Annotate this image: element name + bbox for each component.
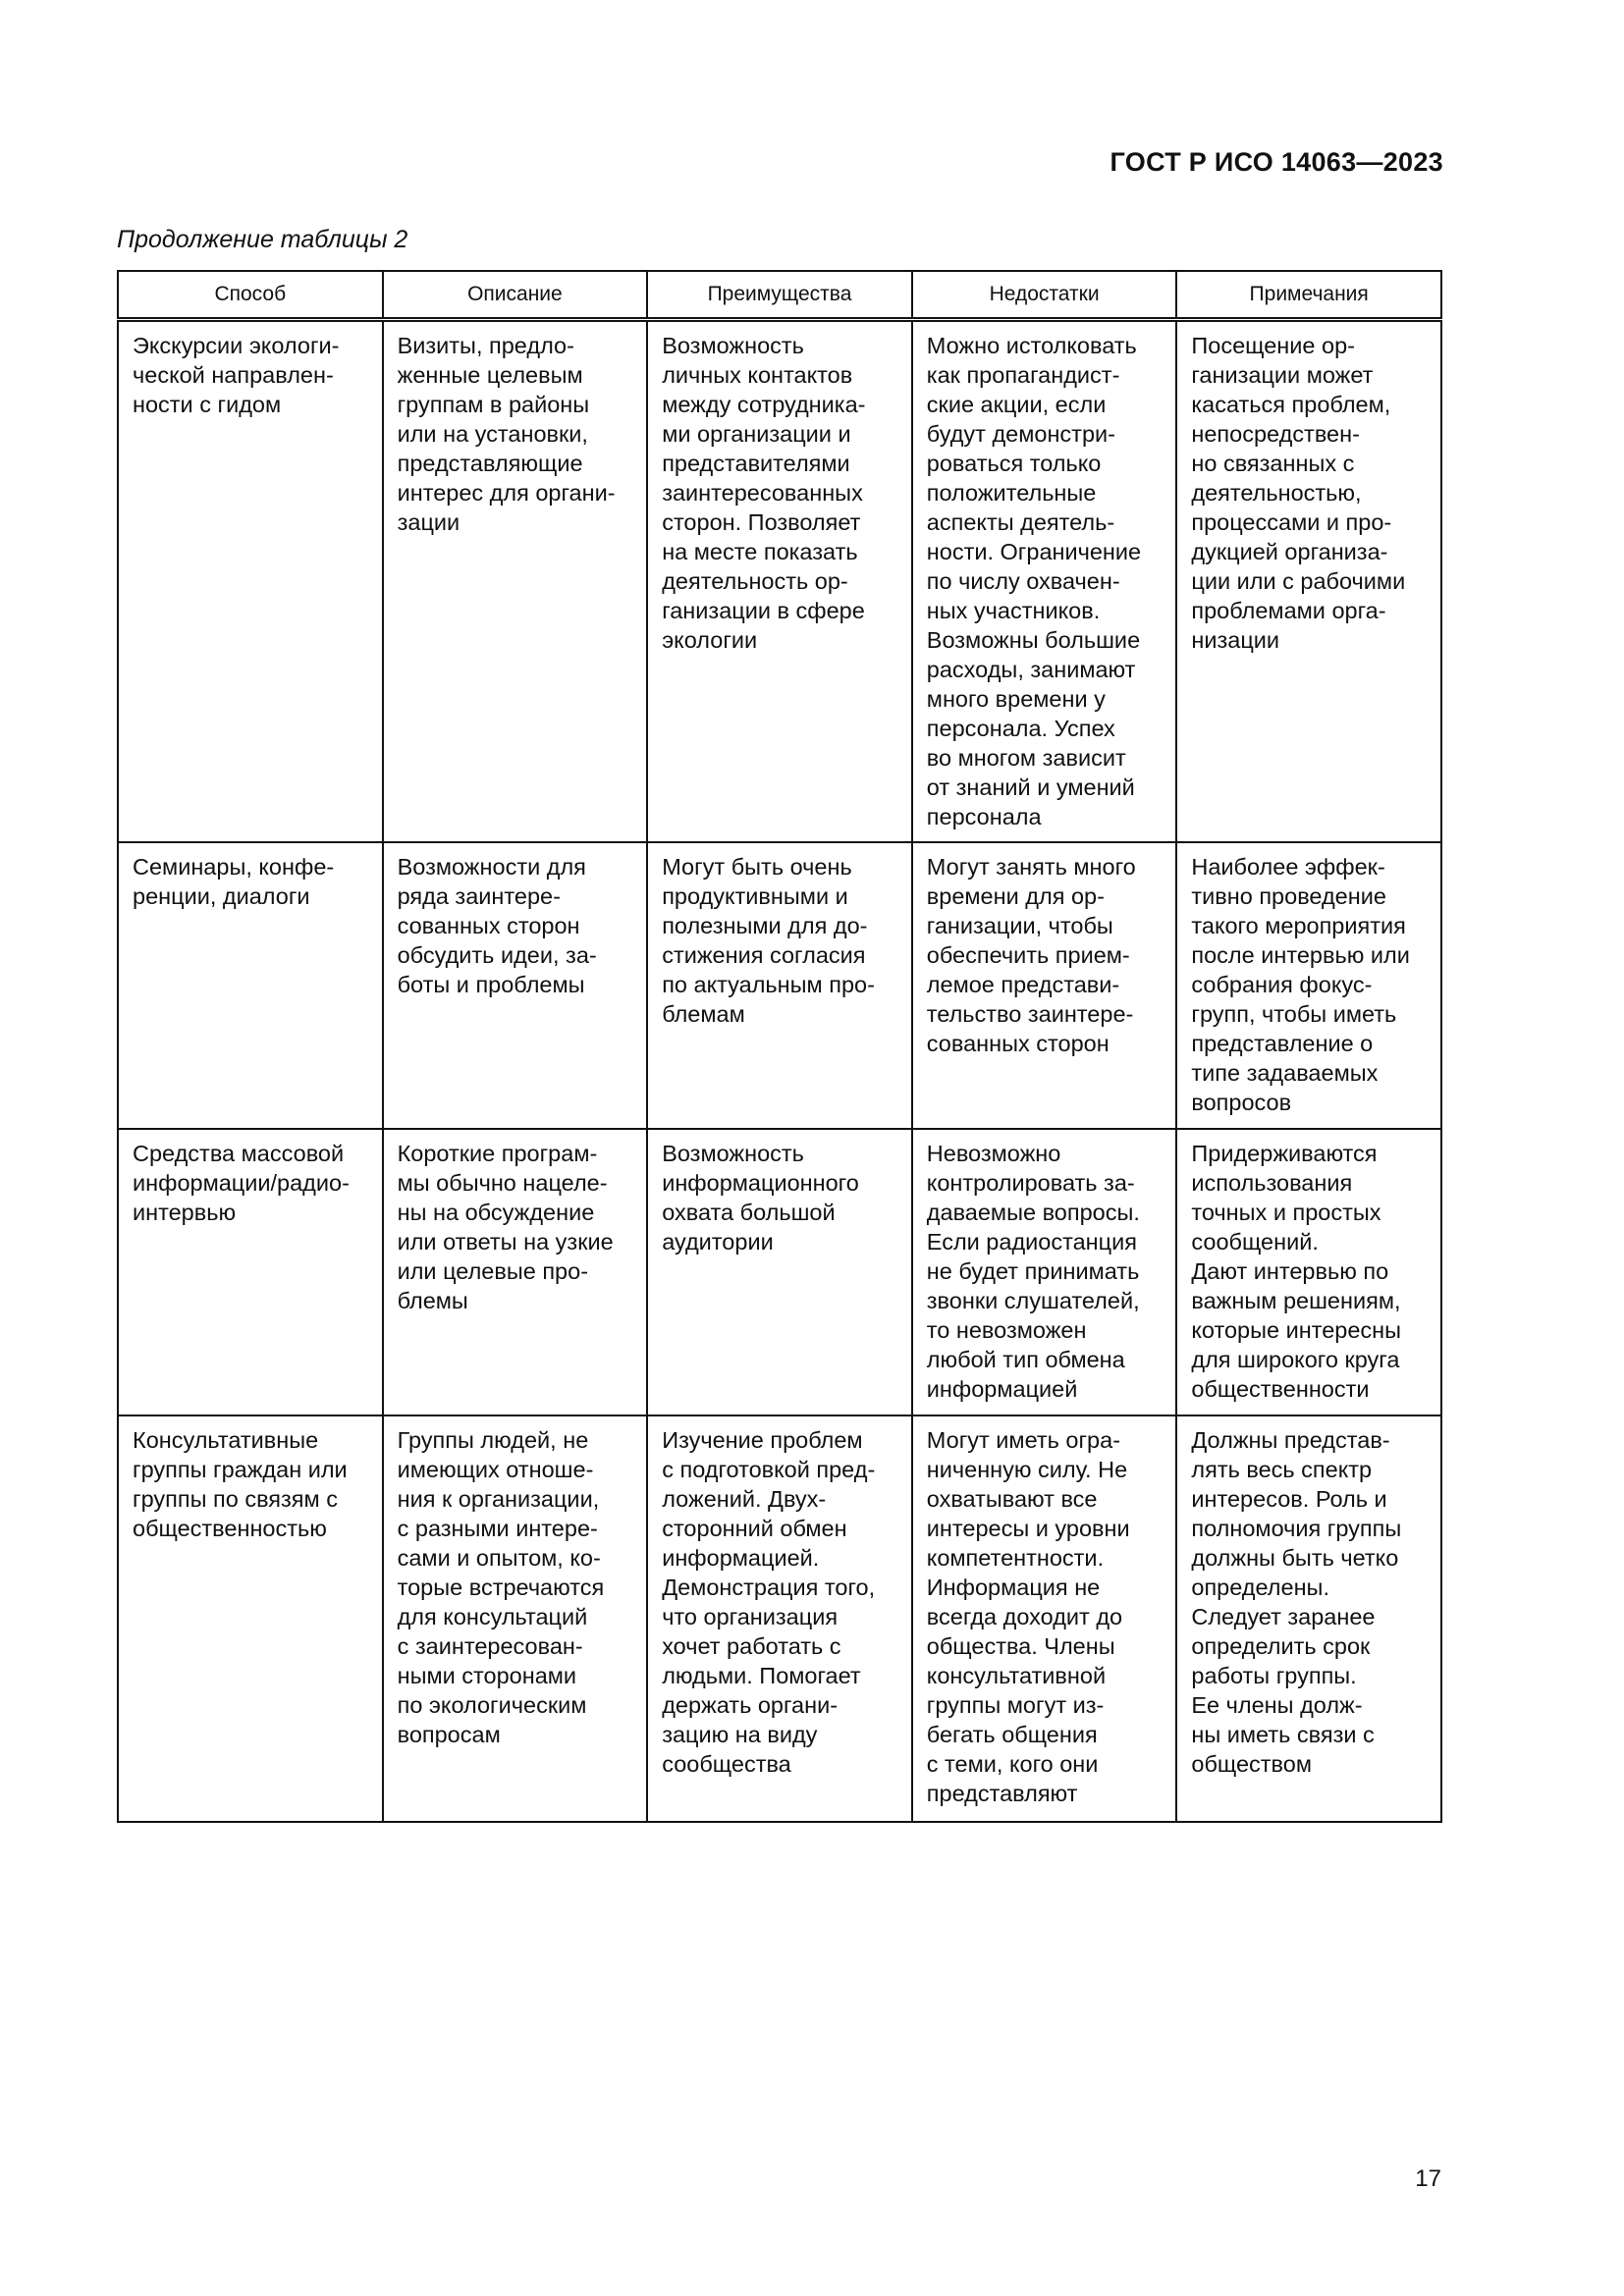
cell-disadvantages: [912, 320, 1177, 843]
cell-advantages: [647, 320, 912, 843]
table-row: [118, 842, 1441, 1129]
cell-text: Возможность личных контактов между сотрудника- ми организации и представителями заинтересованных сторон. Позволяет на месте показать деятельность ор- ганизации в сфере экологии: [662, 333, 866, 653]
cell-text: Невозможно контролировать за- даваемые вопросы. Если радиостанция не будет принимать звонки слушателей, то невозможен любой тип обмена информацией: [926, 1141, 1140, 1402]
cell-notes: [1176, 320, 1441, 843]
cell-text: Возможности для ряда заинтере- сованных сторон обсудить идеи, за- боты и проблемы: [397, 854, 597, 997]
cell-text: Должны представ- лять весь спектр интересов. Роль и полномочия группы должны быть четко определены. Следует заранее определить срок работы группы. Ее члены долж- ны иметь связи с обществом: [1191, 1427, 1402, 1777]
cell-text: Могут быть очень продуктивными и полезными для до- стижения согласия по актуальным про- блемам: [662, 854, 875, 1027]
cell-text: Семинары, конфе- ренции, диалоги: [133, 854, 335, 909]
table-caption: Продолжение таблицы 2: [117, 226, 408, 253]
column-header-description: Описание: [383, 271, 648, 320]
cell-disadvantages: [912, 842, 1177, 1129]
cell-text: Наиболее эффек- тивно проведение такого мероприятия после интервью или собрания фокус- групп, чтобы иметь представление о типе задаваемых вопросов: [1191, 854, 1410, 1115]
cell-text: Изучение проблем с подготовкой пред- ложений. Двух- сторонний обмен информацией. Демонстрация того, что организация хочет работать с людьми. Помогает держать органи- зацию на виду сообщества: [662, 1427, 876, 1777]
cell-description: [383, 1129, 648, 1415]
cell-text: Визиты, предло- женные целевым группам в районы или на установки, представляющие интерес для органи- зации: [397, 333, 616, 535]
table-header-row: [118, 271, 1441, 320]
cell-description: [383, 842, 648, 1129]
column-header-disadvantages: Недостатки: [912, 271, 1177, 320]
cell-text: Могут занять много времени для ор- ганизации, чтобы обеспечить прием- лемое представи- тельство заинтере- сованных сторон: [926, 854, 1136, 1056]
table-row: [118, 1129, 1441, 1415]
cell-method: [118, 842, 383, 1129]
cell-disadvantages: [912, 1415, 1177, 1822]
cell-text: Консультативные группы граждан или группы по связям с общественностью: [133, 1427, 348, 1541]
cell-advantages: [647, 1129, 912, 1415]
cell-advantages: [647, 1415, 912, 1822]
cell-description: [383, 1415, 648, 1822]
cell-disadvantages: [912, 1129, 1177, 1415]
cell-notes: [1176, 1129, 1441, 1415]
cell-notes: [1176, 1415, 1441, 1822]
table-row: [118, 1415, 1441, 1822]
cell-text: Придерживаются использования точных и простых сообщений. Дают интервью по важным решениям, которые интересны для широкого круга общественности: [1191, 1141, 1402, 1402]
cell-text: Возможность информационного охвата большой аудитории: [662, 1141, 859, 1255]
column-header-advantages: Преимущества: [647, 271, 912, 320]
page-number: 17: [1415, 2165, 1441, 2192]
cell-text: Посещение ор- ганизации может касаться проблем, непосредствен- но связанных с деятельностью, процессами и про- дукцией организа- ции или с рабочими проблемами орга- низации: [1191, 333, 1406, 653]
cell-text: Группы людей, не имеющих отноше- ния к организации, с разными интере- сами и опытом, ко- торые встречаются для консультаций с заинтересован- ными сторонами по экологическим вопросам: [397, 1427, 605, 1747]
column-header-method: Способ: [118, 271, 383, 320]
document-id-header: ГОСТ Р ИСО 14063—2023: [1110, 147, 1443, 177]
cell-text: Можно истолковать как пропагандист- ские акции, если будут демонстри- роваться только положительные аспекты деятель- ности. Ограничение по числу охвачен- ных участников. Возможны большие расходы, занимают много времени у персонала. Успех во многом зависит от знаний и умений персонала: [926, 333, 1142, 829]
cell-notes: [1176, 842, 1441, 1129]
cell-method: [118, 320, 383, 843]
cell-method: [118, 1129, 383, 1415]
table-row: [118, 320, 1441, 843]
cell-text: Могут иметь огра- ниченную силу. Не охватывают все интересы и уровни компетентности. Информация не всегда доходит до общества. Члены консультативной группы могут из- бегать общения с теми, кого они представляют: [926, 1427, 1130, 1806]
cell-text: Короткие програм- мы обычно нацеле- ны на обсуждение или ответы на узкие или целевые про- блемы: [397, 1141, 614, 1313]
cell-description: [383, 320, 648, 843]
cell-advantages: [647, 842, 912, 1129]
cell-text: Средства массовой информации/радио- интервью: [133, 1141, 350, 1225]
cell-text: Экскурсии экологи- ческой направлен- ности с гидом: [133, 333, 340, 417]
table-container: [117, 270, 1440, 1823]
methods-table: [117, 270, 1442, 1823]
cell-method: [118, 1415, 383, 1822]
column-header-notes: Примечания: [1176, 271, 1441, 320]
